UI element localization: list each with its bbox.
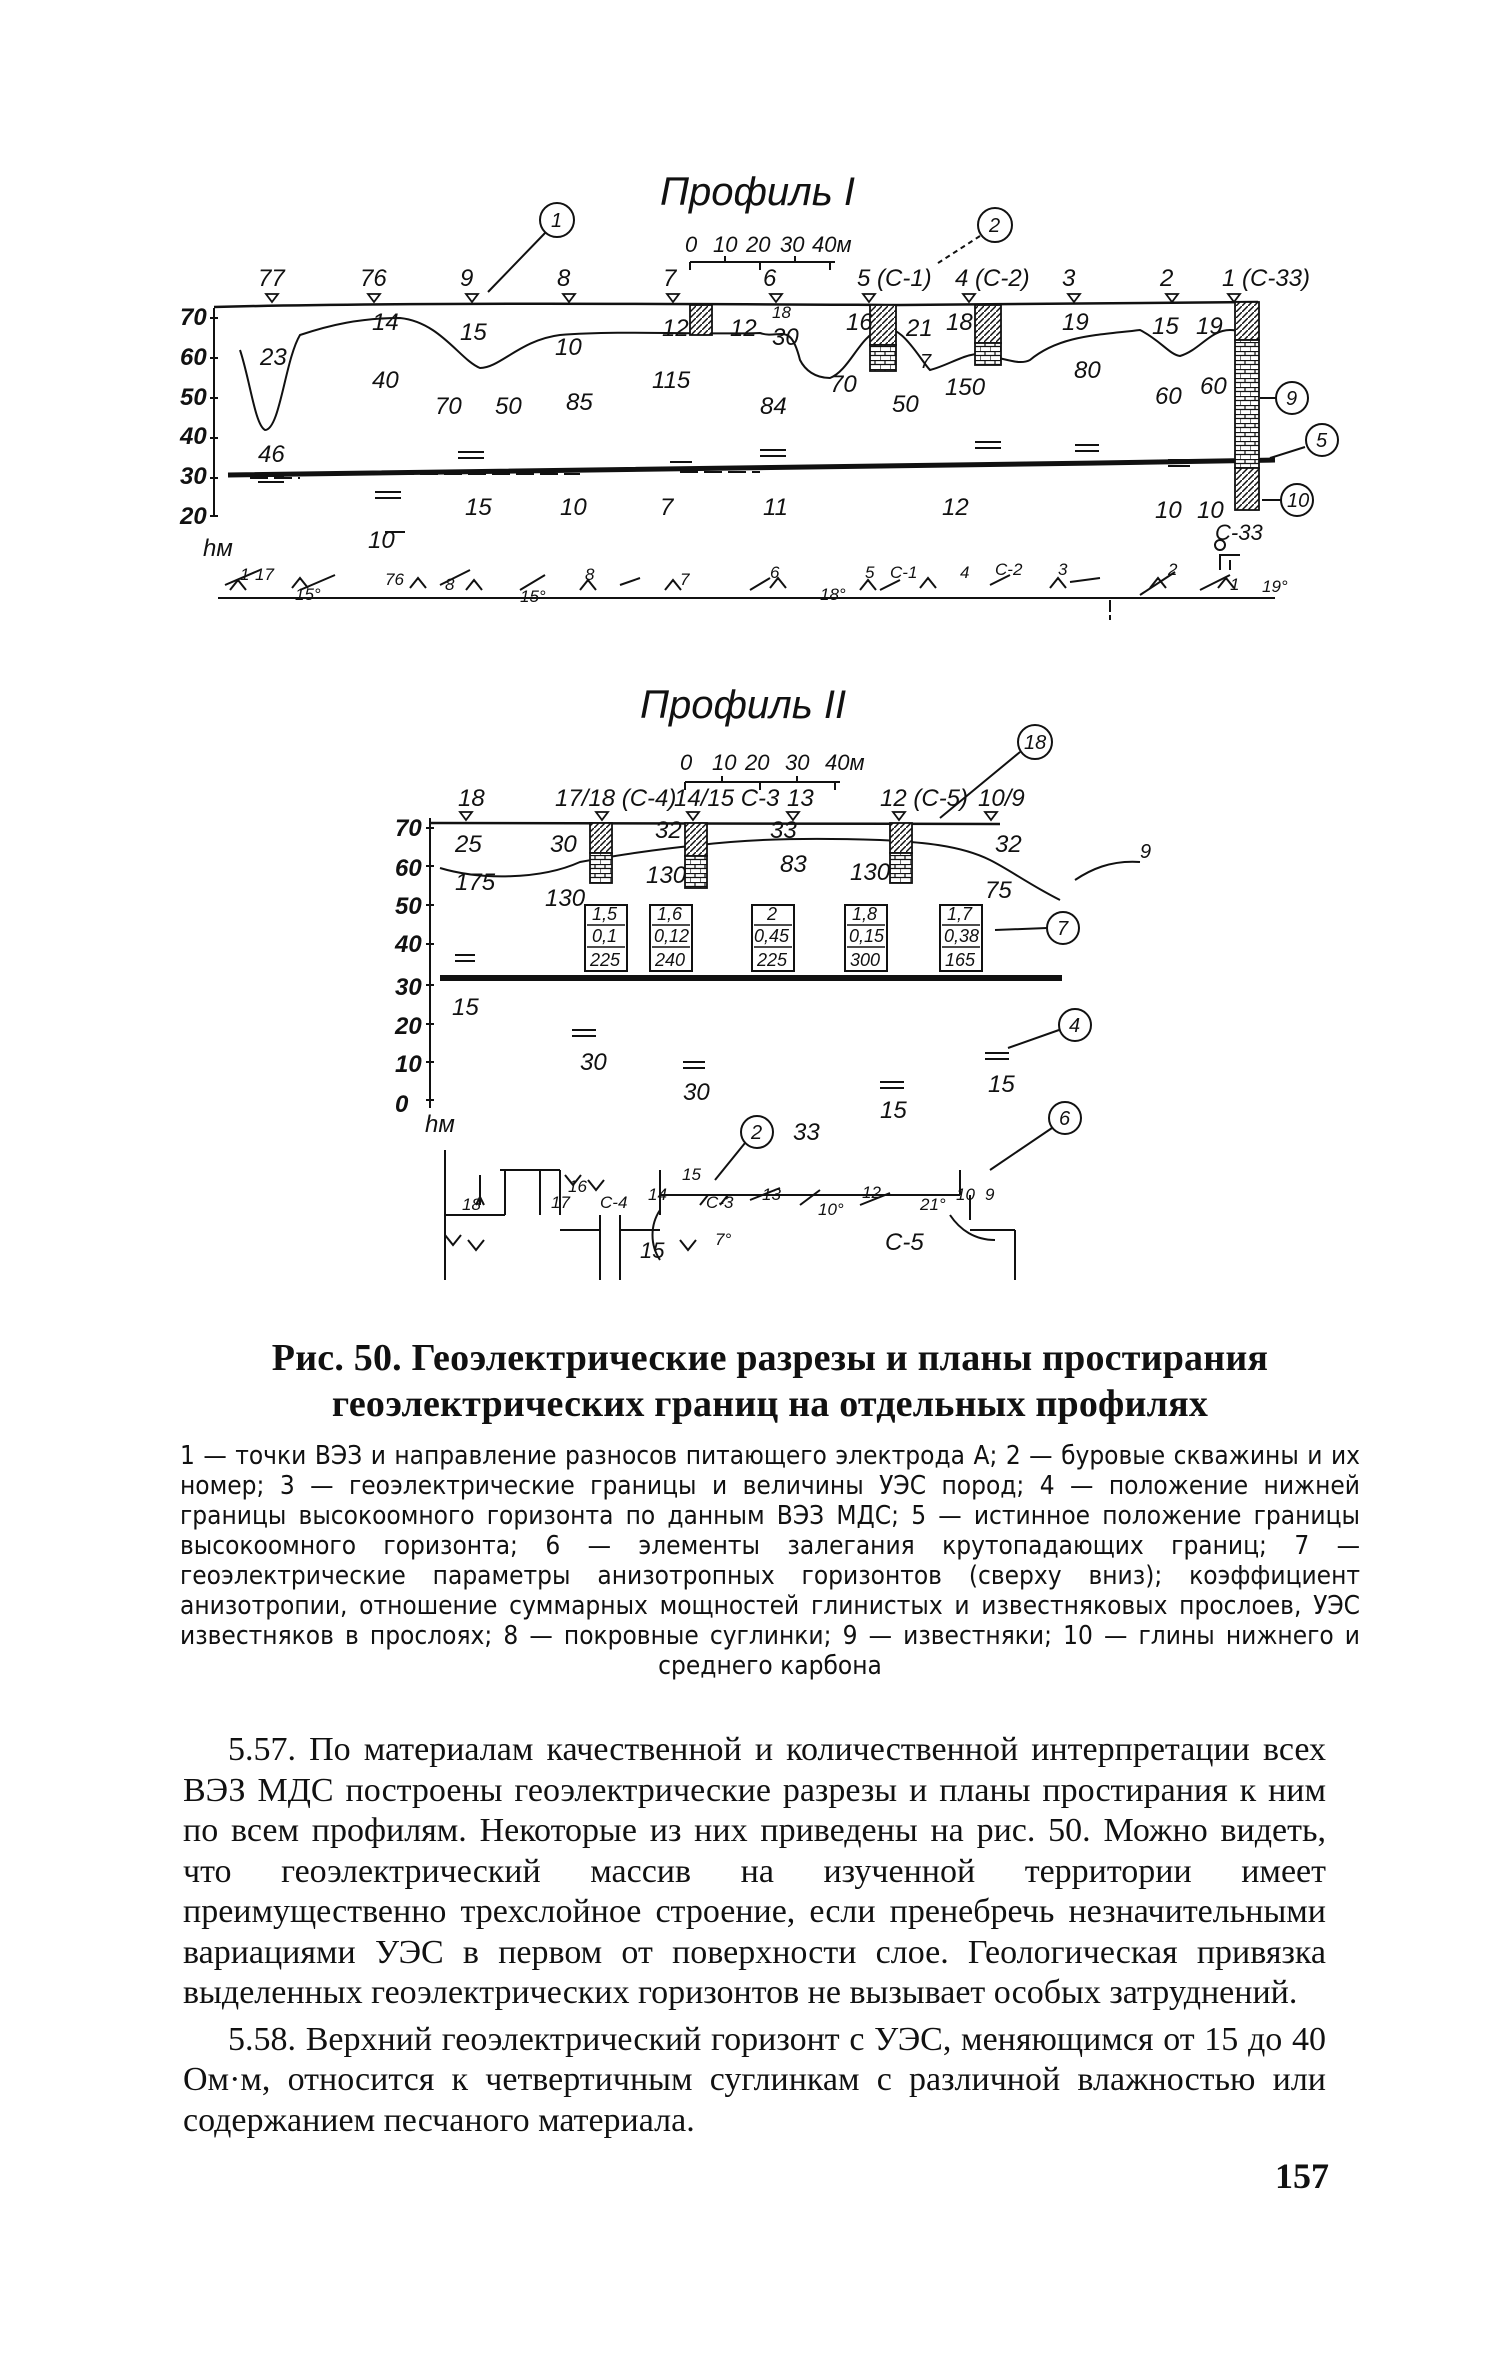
svg-text:0,45: 0,45 xyxy=(754,926,790,946)
svg-text:3: 3 xyxy=(1058,560,1068,579)
profile-2-param-boxes xyxy=(585,904,982,971)
svg-text:12 (С-5): 12 (С-5) xyxy=(880,785,969,812)
svg-text:12: 12 xyxy=(730,315,757,342)
svg-text:12: 12 xyxy=(662,315,689,342)
svg-text:9: 9 xyxy=(460,265,474,292)
profile-2-mid-values xyxy=(455,851,1012,912)
paragraph-5-58: 5.58. Верхний геоэлектрический горизонт с УЭС, меняющимся от 15 до 40 Ом·м, относится к четвертичным суглинкам с различной влажностью или содержанием песчаного материала. xyxy=(183,2020,1326,2139)
svg-text:С-33: С-33 xyxy=(1215,520,1263,545)
svg-text:32: 32 xyxy=(655,817,682,844)
profile-1-true-boundary xyxy=(228,460,1275,475)
svg-text:2: 2 xyxy=(1160,265,1174,292)
svg-text:11: 11 xyxy=(763,494,788,521)
svg-text:18: 18 xyxy=(772,303,791,322)
svg-text:10/9: 10/9 xyxy=(978,785,1025,812)
svg-text:0,15: 0,15 xyxy=(849,926,885,946)
svg-text:30: 30 xyxy=(785,750,810,775)
svg-text:С-3: С-3 xyxy=(706,1193,734,1212)
svg-text:15°: 15° xyxy=(520,587,546,606)
svg-text:10: 10 xyxy=(956,1185,975,1204)
profile-1-title: Профиль I xyxy=(660,170,855,214)
svg-text:21: 21 xyxy=(906,315,933,342)
svg-text:15: 15 xyxy=(640,1238,665,1263)
figure-caption xyxy=(180,1335,1360,1681)
profile-2-plan-labels xyxy=(462,1165,995,1263)
profile-1-lower-values xyxy=(368,494,1224,554)
svg-text:10: 10 xyxy=(555,334,582,361)
svg-text:150: 150 xyxy=(945,374,986,401)
svg-text:16: 16 xyxy=(846,309,873,336)
svg-text:18: 18 xyxy=(462,1195,481,1214)
svg-text:6: 6 xyxy=(1059,1108,1071,1130)
svg-text:10: 10 xyxy=(1287,490,1310,512)
svg-text:10: 10 xyxy=(712,750,737,775)
svg-text:225: 225 xyxy=(757,950,788,970)
svg-text:20: 20 xyxy=(745,750,770,775)
svg-text:20: 20 xyxy=(395,1013,422,1040)
svg-text:33: 33 xyxy=(793,1119,820,1146)
svg-text:15°: 15° xyxy=(295,585,321,604)
svg-text:0,1: 0,1 xyxy=(592,926,618,946)
svg-text:75: 75 xyxy=(985,877,1012,904)
svg-text:18°: 18° xyxy=(820,585,846,604)
svg-text:13: 13 xyxy=(762,1185,781,1204)
svg-text:83: 83 xyxy=(780,851,807,878)
svg-text:19°: 19° xyxy=(1262,577,1288,596)
svg-text:4: 4 xyxy=(1069,1015,1081,1037)
profile-1-stations xyxy=(258,265,1310,302)
profile-2-upper-boundary xyxy=(440,839,1060,900)
svg-text:1 (С-33): 1 (С-33) xyxy=(1222,265,1311,292)
svg-text:30: 30 xyxy=(772,324,799,351)
svg-text:40: 40 xyxy=(372,367,399,394)
page-number: 157 xyxy=(1275,2156,1329,2196)
svg-text:18: 18 xyxy=(458,785,485,812)
svg-text:84: 84 xyxy=(760,393,787,420)
profile-2-surface xyxy=(430,822,1000,824)
svg-text:60: 60 xyxy=(1155,383,1182,410)
svg-text:6: 6 xyxy=(770,563,780,582)
svg-text:7: 7 xyxy=(920,351,932,373)
svg-text:12: 12 xyxy=(862,1183,881,1202)
svg-text:14/15 С-3: 14/15 С-3 xyxy=(674,785,780,812)
svg-text:30: 30 xyxy=(550,831,577,858)
svg-text:10: 10 xyxy=(395,1051,422,1078)
svg-text:С-5: С-5 xyxy=(885,1229,924,1256)
svg-text:0: 0 xyxy=(685,232,698,257)
svg-text:2: 2 xyxy=(989,215,1001,237)
param-box xyxy=(585,904,627,971)
svg-text:15: 15 xyxy=(460,319,487,346)
svg-text:15: 15 xyxy=(452,994,479,1021)
svg-text:33: 33 xyxy=(770,817,797,844)
svg-text:7: 7 xyxy=(660,494,674,521)
svg-text:1,7: 1,7 xyxy=(947,904,973,924)
svg-text:hм: hм xyxy=(203,535,233,562)
svg-text:1: 1 xyxy=(551,210,563,232)
svg-text:15: 15 xyxy=(1152,313,1179,340)
svg-text:hм: hм xyxy=(425,1111,455,1138)
svg-text:17: 17 xyxy=(551,1193,570,1212)
param-box xyxy=(845,904,887,971)
svg-text:20: 20 xyxy=(746,232,771,257)
svg-text:70: 70 xyxy=(830,371,857,398)
svg-text:130: 130 xyxy=(850,859,891,886)
svg-text:8: 8 xyxy=(585,565,595,584)
param-box xyxy=(752,904,794,971)
profile-1-mid-values xyxy=(372,357,1227,420)
svg-text:14: 14 xyxy=(648,1185,667,1204)
svg-text:10: 10 xyxy=(560,494,587,521)
svg-text:175: 175 xyxy=(455,869,496,896)
svg-text:10: 10 xyxy=(1155,497,1182,524)
profile-1-depth-axis xyxy=(179,304,233,562)
svg-text:30: 30 xyxy=(395,974,422,1001)
svg-text:300: 300 xyxy=(850,950,881,970)
svg-text:15: 15 xyxy=(682,1165,701,1184)
profile-2-lower-values xyxy=(452,994,1015,1146)
svg-text:8: 8 xyxy=(557,265,571,292)
svg-text:7: 7 xyxy=(663,265,677,292)
svg-text:60: 60 xyxy=(180,344,207,371)
profile-2-title: Профиль II xyxy=(640,683,847,727)
svg-text:4 (С-2): 4 (С-2) xyxy=(955,265,1030,292)
svg-text:50: 50 xyxy=(180,384,207,411)
svg-text:1,6: 1,6 xyxy=(657,904,683,924)
svg-text:5: 5 xyxy=(1316,430,1328,452)
svg-text:7: 7 xyxy=(680,570,690,589)
svg-text:40: 40 xyxy=(180,423,207,450)
svg-text:17: 17 xyxy=(255,565,274,584)
svg-text:30: 30 xyxy=(683,1079,710,1106)
svg-text:5 (С-1): 5 (С-1) xyxy=(857,265,932,292)
svg-text:240: 240 xyxy=(655,950,686,970)
svg-text:19: 19 xyxy=(1062,309,1089,336)
svg-text:85: 85 xyxy=(566,389,593,416)
svg-text:С-4: С-4 xyxy=(600,1193,628,1212)
svg-text:30: 30 xyxy=(180,463,207,490)
svg-text:2: 2 xyxy=(767,904,778,924)
svg-text:9: 9 xyxy=(1286,388,1298,410)
svg-text:0: 0 xyxy=(680,750,693,775)
svg-text:С-2: С-2 xyxy=(995,560,1023,579)
svg-text:50: 50 xyxy=(395,893,422,920)
svg-text:С-1: С-1 xyxy=(890,563,918,582)
svg-text:30: 30 xyxy=(580,1049,607,1076)
svg-text:225: 225 xyxy=(590,950,621,970)
svg-text:46: 46 xyxy=(258,441,285,468)
param-box xyxy=(650,904,692,971)
svg-text:165: 165 xyxy=(945,950,976,970)
svg-text:40м: 40м xyxy=(825,750,865,775)
svg-text:12: 12 xyxy=(942,494,969,521)
svg-text:60: 60 xyxy=(1200,373,1227,400)
svg-text:25: 25 xyxy=(455,831,482,858)
profile-1-surface xyxy=(214,302,1258,307)
svg-text:23: 23 xyxy=(260,344,287,371)
svg-text:50: 50 xyxy=(495,393,522,420)
svg-text:2: 2 xyxy=(751,1122,763,1144)
svg-text:13: 13 xyxy=(787,785,814,812)
svg-text:15: 15 xyxy=(465,494,492,521)
svg-text:0,12: 0,12 xyxy=(654,926,690,946)
param-box xyxy=(940,904,982,971)
svg-text:4: 4 xyxy=(960,563,970,582)
svg-text:10: 10 xyxy=(368,527,395,554)
svg-text:2: 2 xyxy=(1168,560,1178,579)
svg-text:60: 60 xyxy=(395,855,422,882)
svg-text:70: 70 xyxy=(435,393,462,420)
svg-text:10: 10 xyxy=(713,232,738,257)
profile-2-scale xyxy=(680,750,865,790)
svg-text:80: 80 xyxy=(1074,357,1101,384)
svg-text:14: 14 xyxy=(372,309,399,336)
svg-text:8: 8 xyxy=(445,575,455,594)
svg-text:5: 5 xyxy=(865,563,875,582)
svg-text:76: 76 xyxy=(385,570,404,589)
svg-text:40м: 40м xyxy=(812,232,852,257)
svg-text:9: 9 xyxy=(985,1185,995,1204)
svg-text:130: 130 xyxy=(545,885,586,912)
svg-text:1,8: 1,8 xyxy=(852,904,878,924)
svg-text:32: 32 xyxy=(995,831,1022,858)
svg-text:10°: 10° xyxy=(818,1200,844,1219)
svg-text:15: 15 xyxy=(880,1097,907,1124)
body-text xyxy=(183,1730,1326,2147)
svg-text:70: 70 xyxy=(395,815,422,842)
svg-text:18: 18 xyxy=(946,309,973,336)
profile-1-left-values xyxy=(258,344,287,468)
svg-text:0: 0 xyxy=(395,1091,409,1118)
svg-text:16: 16 xyxy=(568,1177,587,1196)
caption-legend: 1 — точки ВЭЗ и направление разносов питающего электрода А; 2 — буровые скважины и их номер; 3 — геоэлектрические границы и величины УЭС пород; 4 — положение нижней границы высокоомного горизонта по данным ВЭЗ МДС; 5 — истинное положение границы высокоомного горизонта; 6 — элементы залегания крутопадающих границ; 7 — геоэлектрические параметры анизотропных горизонтов (сверху вниз); коэффициент анизотропии, отношение суммарных мощностей глинистых и известняковых прослоев, УЭС известняков в прослоях; 8 — покровные суглинки; 9 — известняки; 10 — глины нижнего и среднего карбона xyxy=(180,1441,1360,1681)
svg-text:1: 1 xyxy=(240,565,250,584)
svg-text:0,38: 0,38 xyxy=(944,926,980,946)
svg-text:1,5: 1,5 xyxy=(592,904,618,924)
svg-text:7: 7 xyxy=(1057,918,1069,940)
profile-2 xyxy=(394,683,1151,1280)
svg-text:9: 9 xyxy=(1140,841,1152,863)
profile-1 xyxy=(179,170,1338,620)
svg-text:20: 20 xyxy=(180,503,207,530)
profile-2-plan xyxy=(445,1150,1015,1280)
svg-text:77: 77 xyxy=(258,265,285,292)
svg-text:18: 18 xyxy=(1024,732,1047,754)
svg-text:130: 130 xyxy=(646,862,687,889)
svg-text:40: 40 xyxy=(395,931,422,958)
svg-text:10: 10 xyxy=(1197,497,1224,524)
svg-text:17/18 (С-4): 17/18 (С-4) xyxy=(555,785,677,812)
svg-text:70: 70 xyxy=(180,304,207,331)
svg-text:1: 1 xyxy=(1230,575,1240,594)
svg-text:76: 76 xyxy=(360,265,387,292)
paragraph-5-57: 5.57. По материалам качественной и количественной интерпретации всех ВЭЗ МДС построены геоэлектрические разрезы и планы простирания к ним по всем профилям. Некоторые из них приведены на рис. 50. Можно видеть, что геоэлектрический массив на изученной территории имеет преимущественно трехслойное строение, если пренебречь незначительными вариациями УЭС в первом от поверхности слое. Геологическая привязка выделенных геоэлектрических горизонтов не вызывает особых затруднений. xyxy=(183,1731,1326,2011)
caption-title: Рис. 50. Геоэлектрические разрезы и планы простирания геоэлектрических границ на отдельных профилях xyxy=(271,1337,1269,1425)
svg-text:3: 3 xyxy=(1062,265,1076,292)
svg-text:19: 19 xyxy=(1196,313,1223,340)
profile-2-stations xyxy=(458,785,1025,820)
svg-text:50: 50 xyxy=(892,391,919,418)
svg-text:115: 115 xyxy=(652,367,691,394)
svg-text:6: 6 xyxy=(763,265,777,292)
svg-text:21°: 21° xyxy=(920,1195,946,1214)
svg-text:7°: 7° xyxy=(715,1230,732,1249)
svg-text:15: 15 xyxy=(988,1071,1015,1098)
svg-text:30: 30 xyxy=(780,232,805,257)
